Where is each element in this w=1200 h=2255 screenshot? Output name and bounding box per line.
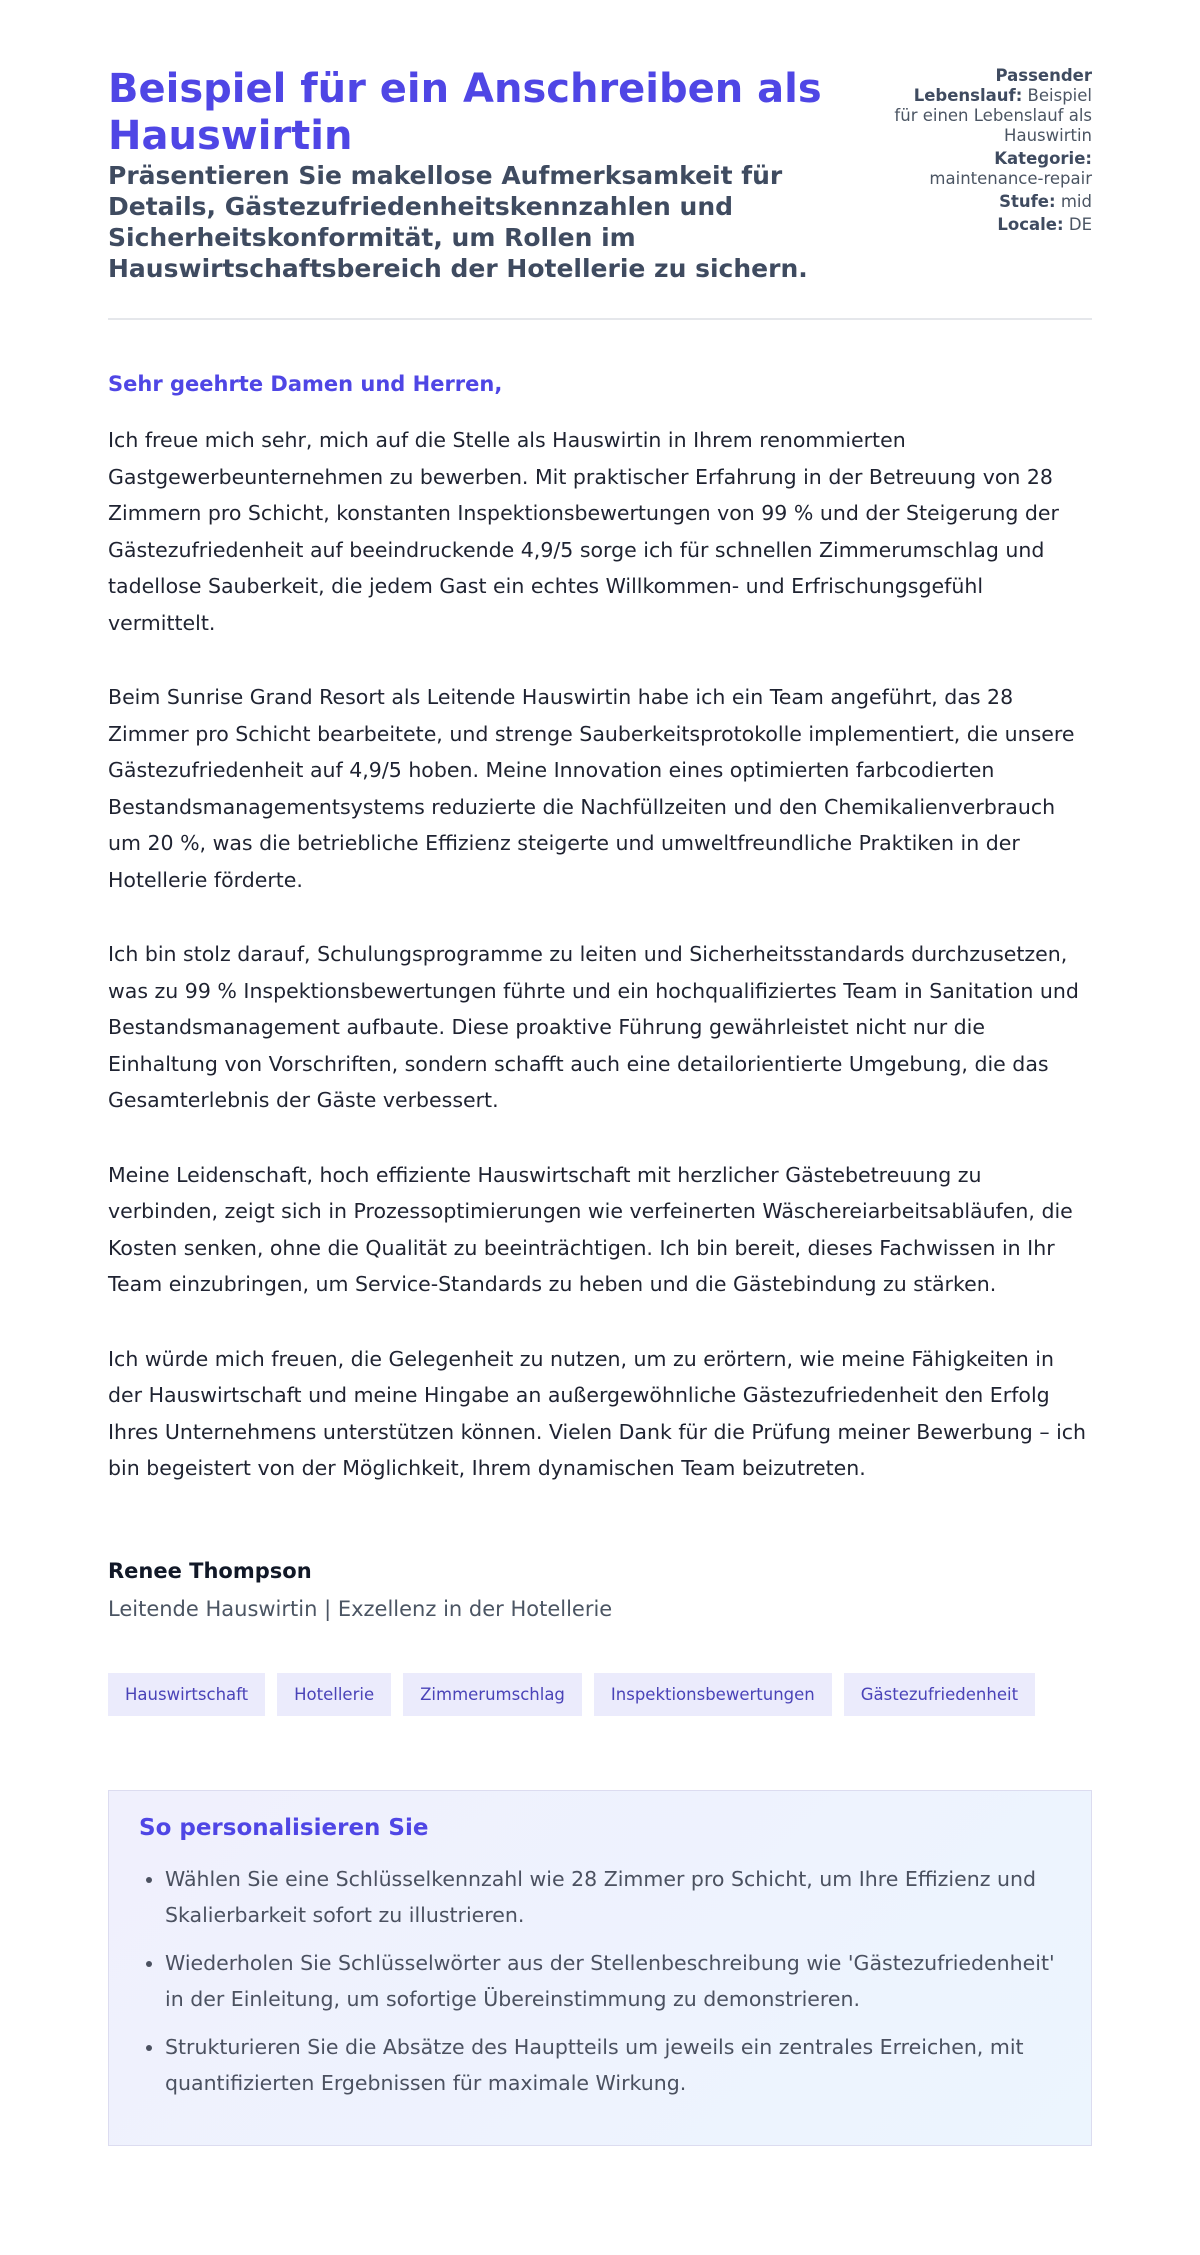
meta-resume-label: Passender Lebenslauf: <box>913 66 1092 105</box>
letter-paragraph: Meine Leidenschaft, hoch effiziente Hauswirtschaft mit herzlicher Gästebetreuung zu verbinden, zeigt sich in Prozessoptimierungen wie verfeinerten Wäschereiarbeitsabläufen, die Kosten senken, ohne die Qualität zu beeinträchtigen. Ich bin bereit, dieses Fachwissen in Ihr Team einzubringen, um Service-Standards zu heben und die Gästebindung zu stärken. <box>108 1162 1073 1296</box>
signature-name: Renee Thompson <box>108 1558 312 1583</box>
meta-category-value: maintenance-repair <box>929 169 1092 188</box>
tip-item: • Strukturieren Sie die Absätze des Hauptteils um jeweils ein zentrales Erreichen, mit quantifizierten Ergebnissen für maximale Wirkung. <box>165 2029 1061 2101</box>
meta-level-value: mid <box>1060 192 1092 211</box>
letter-paragraph: Ich bin stolz darauf, Schulungsprogramme zu leiten und Sicherheitsstandards durchzusetzen, was zu 99 % Inspektionsbewertungen führte und ein hochqualifiziertes Team in Sanitation und Bestandsmanagement aufbaute. Diese proaktive Führung gewährleistet nicht nur die Einhaltung von Vorschriften, sondern schafft auch eine detailorientierte Umgebung, die das Gesamterlebnis der Gäste verbessert. <box>108 942 1079 1112</box>
meta-resume-value: Beispiel für einen Lebenslauf als Hauswirtin <box>894 86 1092 145</box>
tip-item: • Wählen Sie eine Schlüsselkennzahl wie 28 Zimmer pro Schicht, um Ihre Effizienz und Skalierbarkeit sofort zu illustrieren. <box>165 1861 1061 1933</box>
letter-greeting: Sehr geehrte Damen und Herren, <box>108 372 503 396</box>
header-titles <box>108 66 848 284</box>
letter-paragraph: Ich freue mich sehr, mich auf die Stelle als Hauswirtin in Ihrem renommierten Gastgewerbeunternehmen zu bewerben. Mit praktischer Erfahrung in der Betreuung von 28 Zimmern pro Schicht, konstanten Inspektionsbewertungen von 99 % und der Steigerung der Gästezufriedenheit auf beeindruckende 4,9/5 sorge ich für schnellen Zimmerumschlag und tadellose Sauberkeit, die jedem Gast ein echtes Willkommen- und Erfrischungsgefühl vermittelt. <box>108 428 1059 635</box>
meta-level-label: Stufe: <box>999 192 1056 211</box>
tag-chip: Hauswirtschaft <box>108 1673 265 1716</box>
page-header <box>108 66 1092 320</box>
page-title: Beispiel für ein Anschreiben als Hauswirtin <box>108 66 822 159</box>
tag-chip: Gästezufriedenheit <box>844 1673 1035 1716</box>
tag-chip: Hotellerie <box>277 1673 391 1716</box>
signature-block <box>108 1559 1092 1621</box>
tips-list <box>139 1861 1061 2101</box>
meta-category <box>892 149 1092 189</box>
keyword-tags <box>108 1673 1092 1716</box>
letter-paragraph: Ich würde mich freuen, die Gelegenheit zu nutzen, um zu erörtern, wie meine Fähigkeiten in der Hauswirtschaft und meine Hingabe an außergewöhnliche Gästezufriedenheit den Erfolg Ihres Unternehmens unterstützen können. Vielen Dank für die Prüfung meiner Bewerbung – ich bin begeistert von der Möglichkeit, Ihrem dynamischen Team beizutreten. <box>108 1346 1087 1480</box>
meta-locale-label: Locale: <box>997 215 1064 234</box>
meta-locale <box>892 215 1092 235</box>
tag-chip: Zimmerumschlag <box>403 1673 582 1716</box>
page-subtitle: Präsentieren Sie makellose Aufmerksamkeit für Details, Gästezufriedenheitskennzahlen und Sicherheitskonformität, um Rollen im Hauswirtschaftsbereich der Hotellerie zu sichern. <box>108 161 808 283</box>
meta-resume <box>892 66 1092 146</box>
letter-paragraph: Beim Sunrise Grand Resort als Leitende Hauswirtin habe ich ein Team angeführt, das 28 Zimmer pro Schicht bearbeitete, und strenge Sauberkeitsprotokolle implementiert, die unsere Gästezufriedenheit auf 4,9/5 hoben. Meine Innovation eines optimierten farbcodierten Bestandsmanagementsystems reduzierte die Nachfüllzeiten und den Chemikalienverbrauch um 20 %, was die betriebliche Effizienz steigerte und umweltfreundliche Praktiken in der Hotellerie förderte. <box>108 685 1075 892</box>
personalization-tips-box <box>108 1790 1092 2146</box>
meta-category-label: Kategorie: <box>994 149 1092 168</box>
tag-chip: Inspektionsbewertungen <box>594 1673 832 1716</box>
signature-title: Leitende Hauswirtin | Exzellenz in der Hotellerie <box>108 1596 613 1621</box>
meta-panel <box>892 66 1092 238</box>
tips-title: So personalisieren Sie <box>139 1814 429 1841</box>
tip-item: • Wiederholen Sie Schlüsselwörter aus der Stellenbeschreibung wie 'Gästezufriedenheit' in der Einleitung, um sofortige Übereinstimmung zu demonstrieren. <box>165 1945 1061 2017</box>
meta-locale-value: DE <box>1068 215 1092 234</box>
meta-level <box>892 192 1092 212</box>
